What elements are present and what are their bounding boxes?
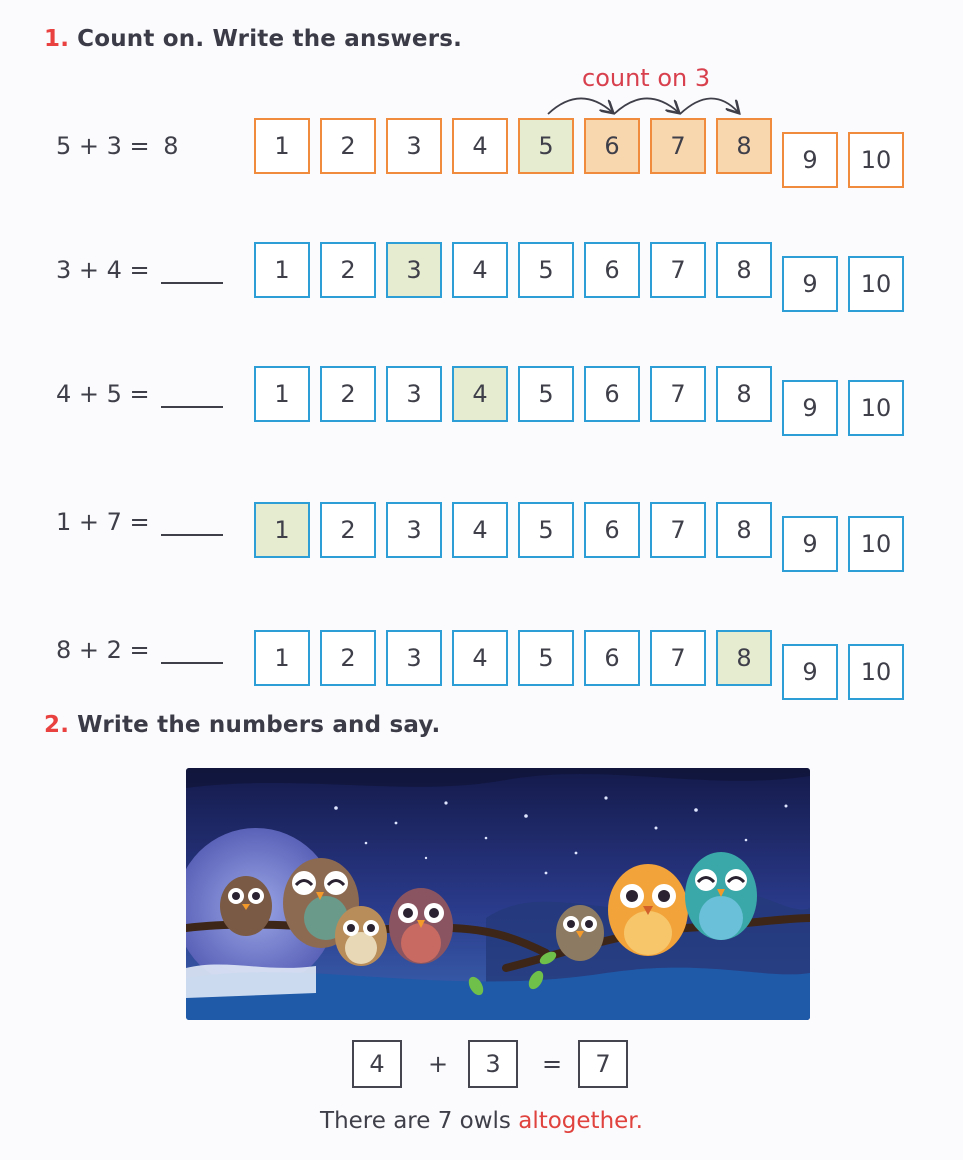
- equation-3: [56, 380, 223, 408]
- number-box-8: 8: [716, 118, 772, 174]
- answer-blank[interactable]: [161, 260, 223, 284]
- owl-icon: [335, 906, 387, 966]
- owl-icon: [685, 852, 757, 940]
- number-box-10: 10: [848, 380, 904, 436]
- number-box-6: 6: [584, 630, 640, 686]
- count-on-arrows: [540, 88, 750, 118]
- number-box-2: 2: [320, 502, 376, 558]
- section-1-number: 1.: [44, 26, 70, 52]
- plus-sign: +: [428, 1050, 449, 1078]
- number-box-4: 4: [452, 630, 508, 686]
- number-box-9: 9: [782, 644, 838, 700]
- number-box-1: 1: [254, 118, 310, 174]
- number-box-4: 4: [452, 366, 508, 422]
- number-box-6: 6: [584, 118, 640, 174]
- number-box-1: 1: [254, 242, 310, 298]
- equation-text: 3 + 4 =: [56, 256, 158, 284]
- number-box-7: 7: [650, 118, 706, 174]
- owl-icon: [556, 905, 604, 961]
- equation-2: [56, 256, 223, 284]
- number-box-3: 3: [386, 366, 442, 422]
- number-box-4: 4: [452, 502, 508, 558]
- count-arrow: [680, 98, 738, 114]
- number-box-8: 8: [716, 366, 772, 422]
- number-box-3: 3: [386, 502, 442, 558]
- equation-text: 5 + 3 =: [56, 132, 158, 160]
- number-box-9: 9: [782, 256, 838, 312]
- section-2-heading: [44, 712, 440, 738]
- answer-blank[interactable]: [161, 384, 223, 408]
- equals-sign: =: [542, 1050, 563, 1078]
- owl-icon: [389, 888, 453, 964]
- number-box-1: 1: [254, 502, 310, 558]
- number-box-9: 9: [782, 516, 838, 572]
- count-on-label: count on 3: [582, 64, 711, 92]
- number-box-6: 6: [584, 366, 640, 422]
- equation-1: [56, 132, 179, 160]
- equation-answer: 8: [163, 132, 179, 160]
- number-box-4: 4: [452, 242, 508, 298]
- number-box-5: 5: [518, 630, 574, 686]
- equation-5: [56, 636, 223, 664]
- number-box-5: 5: [518, 366, 574, 422]
- number-box-10: 10: [848, 644, 904, 700]
- equation-text: 1 + 7 =: [56, 508, 158, 536]
- number-box-2: 2: [320, 630, 376, 686]
- sentence-text: There are 7 owls: [320, 1108, 519, 1134]
- addend-2-box[interactable]: 3: [468, 1040, 518, 1088]
- owl-icon: [608, 864, 688, 956]
- number-box-10: 10: [848, 256, 904, 312]
- section-1-title: Count on. Write the answers.: [77, 26, 463, 52]
- number-box-2: 2: [320, 118, 376, 174]
- number-box-6: 6: [584, 502, 640, 558]
- number-box-8: 8: [716, 502, 772, 558]
- owl-icon: [220, 876, 272, 936]
- owls-illustration: [186, 768, 810, 1020]
- number-box-7: 7: [650, 502, 706, 558]
- equation-4: [56, 508, 223, 536]
- section-2-title: Write the numbers and say.: [77, 712, 441, 738]
- equation-text: 8 + 2 =: [56, 636, 158, 664]
- count-arrow: [548, 98, 612, 114]
- number-box-3: 3: [386, 630, 442, 686]
- number-box-3: 3: [386, 242, 442, 298]
- number-box-5: 5: [518, 118, 574, 174]
- number-box-7: 7: [650, 242, 706, 298]
- summary-sentence: [0, 1108, 963, 1134]
- number-box-9: 9: [782, 380, 838, 436]
- number-box-6: 6: [584, 242, 640, 298]
- number-box-7: 7: [650, 366, 706, 422]
- sentence-highlight: altogether.: [518, 1108, 643, 1134]
- answer-blank[interactable]: [161, 512, 223, 536]
- number-box-9: 9: [782, 132, 838, 188]
- number-box-5: 5: [518, 502, 574, 558]
- section-1-heading: [44, 26, 462, 52]
- number-box-2: 2: [320, 242, 376, 298]
- number-box-7: 7: [650, 630, 706, 686]
- number-box-8: 8: [716, 630, 772, 686]
- section-2-number: 2.: [44, 712, 70, 738]
- number-box-5: 5: [518, 242, 574, 298]
- count-arrow: [614, 98, 678, 114]
- sum-box[interactable]: 7: [578, 1040, 628, 1088]
- number-box-3: 3: [386, 118, 442, 174]
- equation-text: 4 + 5 =: [56, 380, 158, 408]
- number-box-2: 2: [320, 366, 376, 422]
- number-box-10: 10: [848, 516, 904, 572]
- number-box-1: 1: [254, 366, 310, 422]
- number-box-8: 8: [716, 242, 772, 298]
- number-box-4: 4: [452, 118, 508, 174]
- number-box-1: 1: [254, 630, 310, 686]
- addend-1-box[interactable]: 4: [352, 1040, 402, 1088]
- number-box-10: 10: [848, 132, 904, 188]
- answer-blank[interactable]: [161, 640, 223, 664]
